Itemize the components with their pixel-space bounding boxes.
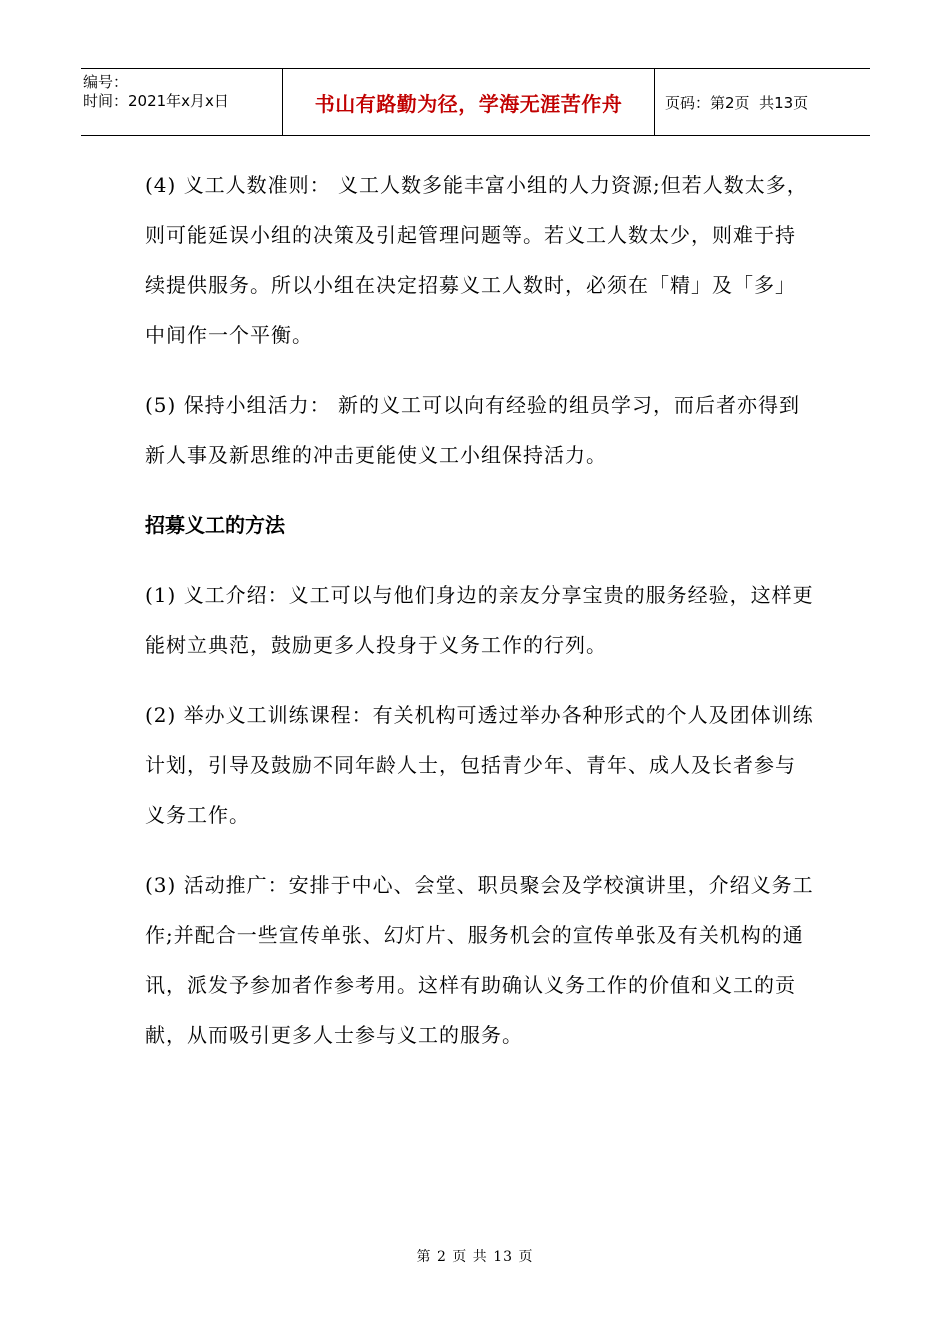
section-heading: 招募义工的方法 [145,513,285,537]
document-number-label: 编号： [83,73,129,91]
paragraph-volunteer-count: (4) 义工人数准则： 义工人数多能丰富小组的人力资源;但若人数太多，则可能延误小组的决策及引起管理问题等。若义工人数太少，则难于持续提供服务。所以小组在决定招募义工人数时，必须在「精」及「多」中间作一个平衡。 [145,173,808,347]
header-page-info: 页码：第2页 共13页 [665,93,809,112]
paragraph-group-vitality: (5) 保持小组活力： 新的义工可以向有经验的组员学习，而后者亦得到新人事及新思维的冲击更能使义工小组保持活力。 [145,393,801,467]
header-page-info-cell [655,69,870,135]
document-header [81,68,870,136]
page-footer: 第 2 页 共 13 页 [416,1249,534,1265]
method-item-promotion: (3) 活动推广：安排于中心、会堂、职员聚会及学校演讲里，介绍义务工作;并配合一些宣传单张、幻灯片、服务机会的宣传单张及有关机构的通讯，派发予参加者作参考用。这样有助确认义务工作的价值和义工的贡献，从而吸引更多人士参与义工的服务。 [145,873,814,1047]
method-item-training: (2) 举办义工训练课程：有关机构可透过举办各种形式的个人及团体训练计划，引导及鼓励不同年龄人士，包括青少年、青年、成人及长者参与义务工作。 [145,703,814,827]
header-meta-cell [81,69,283,135]
document-time-label: 时间：2021年x月x日 [83,92,229,110]
method-item-referral: (1) 义工介绍：义工可以与他们身边的亲友分享宝贵的服务经验，这样更能树立典范，鼓励更多人投身于义务工作的行列。 [145,583,814,657]
header-motto: 书山有路勤为径，学海无涯苦作舟 [283,69,655,135]
document-body [145,160,815,1080]
